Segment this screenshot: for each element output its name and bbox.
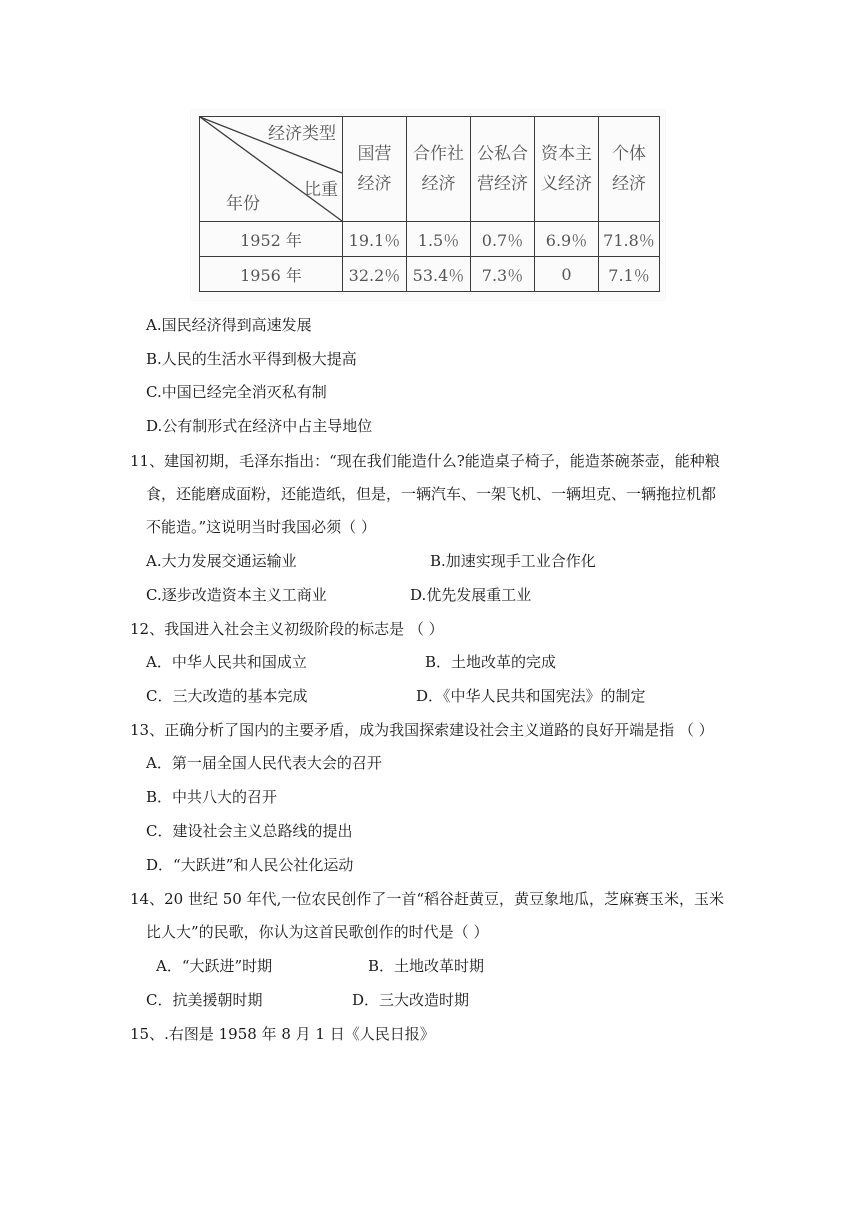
q14-option-a: A．“大跃进”时期 [156,957,273,975]
q11-option-d: D.优先发展重工业 [410,586,532,604]
q14-stem-line2: 比人大”的民歌，你认为这首民歌创作的时代是（ ） [146,923,489,941]
q12-option-a: A．中华人民共和国成立 [146,653,307,671]
table-cell: 32.2％ [343,257,407,292]
q11-option-b: B.加速实现手工业合作化 [430,552,596,570]
column-header: 国营 经济 [343,117,407,222]
row-year: 1952 年 [200,222,343,257]
q11-option-a: A.大力发展交通运输业 [146,552,297,570]
q12-option-c: C．三大改造的基本完成 [146,687,308,705]
economy-table-image [191,110,665,300]
q11-option-c: C.逐步改造资本主义工商业 [146,586,327,604]
table-cell: 7.1％ [599,257,660,292]
corner-year-label: 年份 [226,194,260,214]
table-cell: 19.1％ [343,222,407,257]
table-cell: 71.8％ [599,222,660,257]
q13-option-d: D．“大跃进”和人民公社化运动 [146,856,354,874]
economy-table [199,116,660,292]
table-row [200,222,660,257]
q11-stem-line2: 食，还能磨成面粉，还能造纸，但是，一辆汽车、一架飞机、一辆坦克、一辆拖拉机都 [146,485,717,503]
q13-stem: 13、正确分析了国内的主要矛盾，成为我国探索建设社会主义道路的良好开端是指 （ ） [130,721,714,739]
corner-type-label: 经济类型 [268,124,336,144]
q14-stem-line1: 14、20 世纪 50 年代,一位农民创作了一首“稻谷赶黄豆，黄豆象地瓜，芝麻赛玉米，玉米 [130,890,725,908]
q12-option-d: D．《中华人民共和国宪法》的制定 [416,687,646,705]
corner-share-label: 比重 [304,180,338,200]
column-header: 合作社 经济 [407,117,471,222]
q14-option-b: B．土地改革时期 [368,957,485,975]
table-cell: 0.7％ [471,222,535,257]
table-cell: 53.4％ [407,257,471,292]
q14-option-c: C．抗美援朝时期 [146,991,263,1009]
table-cell: 1.5％ [407,222,471,257]
table-row [200,257,660,292]
row-year: 1956 年 [200,257,343,292]
table-corner-cell [200,117,343,222]
column-header: 资本主 义经济 [535,117,599,222]
table-cell: 6.9％ [535,222,599,257]
q12-option-b: B．土地改革的完成 [425,653,557,671]
q11-stem-line3: 不能造。”这说明当时我国必须（ ） [146,518,376,536]
table-cell: 0 [535,257,599,292]
q10-option-c: C.中国已经完全消灭私有制 [146,383,327,401]
column-header: 个体 经济 [599,117,660,222]
q14-option-d: D．三大改造时期 [352,991,470,1009]
q13-option-a: A．第一届全国人民代表大会的召开 [146,754,382,772]
q10-option-d: D.公有制形式在经济中占主导地位 [146,417,373,435]
q10-option-b: B.人民的生活水平得到极大提高 [146,350,357,368]
q13-option-c: C．建设社会主义总路线的提出 [146,822,353,840]
q15-stem: 15、.右图是 1958 年 8 月 1 日《人民日报》 [130,1025,435,1043]
table-cell: 7.3％ [471,257,535,292]
q12-stem: 12、我国进入社会主义初级阶段的标志是 （ ） [130,620,444,638]
column-header: 公私合 营经济 [471,117,535,222]
q13-option-b: B．中共八大的召开 [146,788,278,806]
q11-stem-line1: 11、建国初期，毛泽东指出：“现在我们能造什么?能造桌子椅子，能造茶碗茶壶，能种粮 [130,452,720,470]
q10-option-a: A.国民经济得到高速发展 [146,316,312,334]
